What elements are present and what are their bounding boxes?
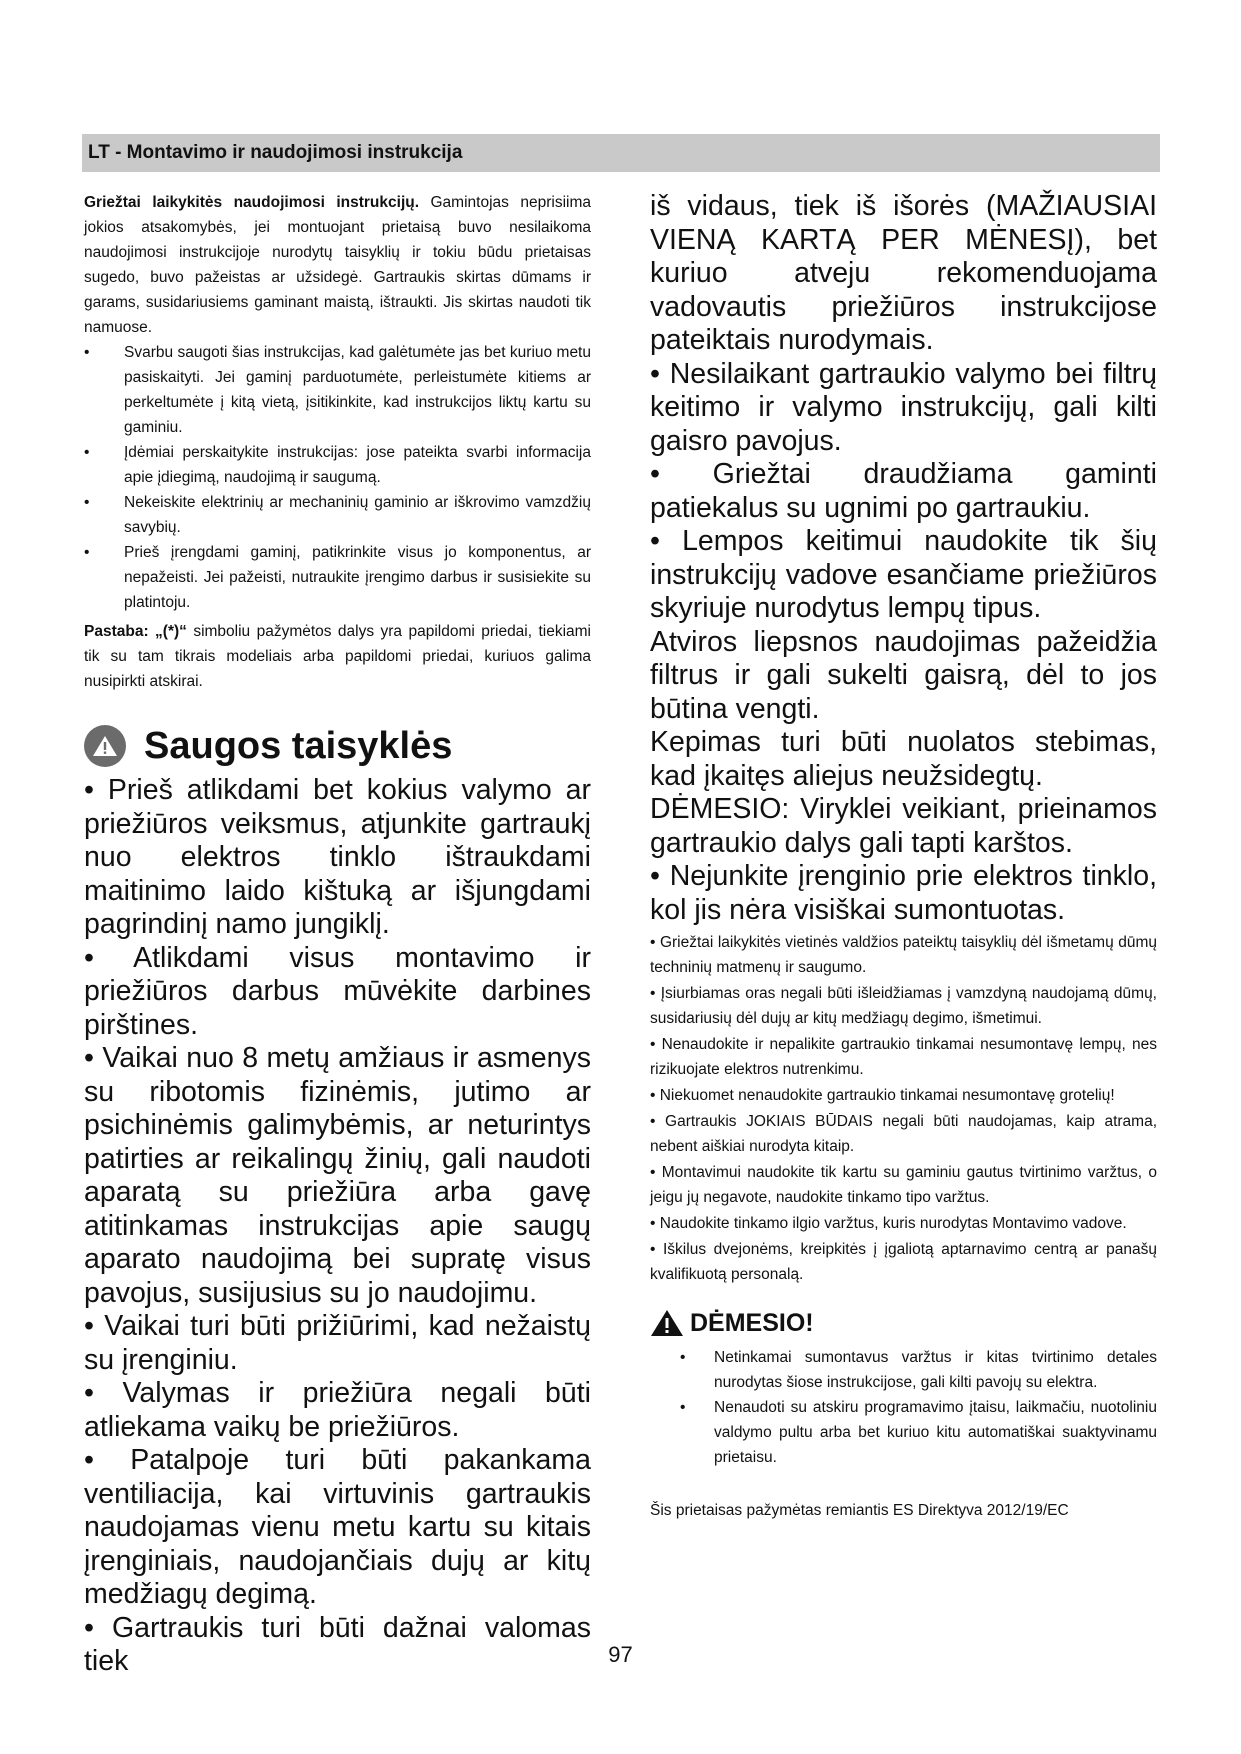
safety-paragraph: • Patalpoje turi būti pakankama ventiliacija, kai virtuvinis gartraukis naudojamas vienu metu kartu su kitais įrenginiais, naudojančiais dujų ar kitų medžiagų degimą. bbox=[84, 1444, 591, 1610]
safety-paragraph: • Griežtai draudžiama gaminti patiekalus su ugnimi po gartraukiu. bbox=[650, 458, 1157, 524]
intro-text: Gamintojas neprisiima jokios atsakomybės, jei montuojant prietaisą buvo nesilaikoma naudojimosi instrukcijoje nurodytų taisyklių ir tokiu būdu prietaisas sugedo, buvo pažeistas ar užsidegė. Gartraukis skirtas dūmams ir garams, susidariusiems gaminant maistą, ištraukti. Jis skirtas naudoti tik namuose. bbox=[84, 194, 591, 336]
safety-paragraph: • Vaikai turi būti prižiūrimi, kad nežaistų su įrenginiu. bbox=[84, 1310, 591, 1376]
safety-small-item: • Naudokite tinkamo ilgio varžtus, kuris nurodytas Montavimo vadove. bbox=[650, 1215, 1127, 1232]
warning-icon bbox=[84, 725, 126, 767]
safety-small-item: • Montavimui naudokite tik kartu su gaminiu gautus tvirtinimo varžtus, o jeigu jų negavote, naudokite tinkamo tipo varžtus. bbox=[650, 1164, 1157, 1206]
directive-text: Šis prietaisas pažymėtas remiantis ES Direktyva 2012/19/EC bbox=[650, 1502, 1069, 1519]
attention-bullet: • Nenaudoti su atskiru programavimo įtaisu, laikmačiu, nuotoliniu valdymo pultu arba bet kuriuo kitu automatiškai suaktyvinamu prietaisu. bbox=[650, 1395, 1157, 1470]
intro-bullet: • Nekeiskite elektrinių ar mechaninių gaminio ar iškrovimo vamzdžių savybių. bbox=[84, 490, 591, 540]
safety-paragraph: • Lempos keitimui naudokite tik šių instrukcijų vadove esančiame priežiūros skyriuje nurodytus lempų tipus. bbox=[650, 525, 1157, 624]
safety-small-item: • Iškilus dvejonėms, kreipkitės į įgaliotą aptarnavimo centrą ar panašų kvalifikuotą personalą. bbox=[650, 1241, 1157, 1283]
safety-paragraph: • Nejunkite įrenginio prie elektros tinklo, kol jis nėra visiškai sumontuotas. bbox=[650, 860, 1157, 926]
attention-title: DĖMESIO! bbox=[690, 1309, 814, 1337]
right-column bbox=[650, 190, 1157, 1523]
attention-heading bbox=[650, 1307, 1157, 1339]
note-paragraph bbox=[84, 619, 591, 694]
note-label: Pastaba: bbox=[84, 623, 149, 640]
safety-small-item: • Įsiurbiamas oras negali būti išleidžiamas į vamzdyną naudojamą dūmų, susidariusių dėl dujų ar kitų medžiagų degimo, išmetimui. bbox=[650, 985, 1157, 1027]
safety-small-item: • Niekuomet nenaudokite gartraukio tinkamai nesumontavę grotelių! bbox=[650, 1087, 1115, 1104]
safety-small-item: • Nenaudokite ir nepalikite gartraukio tinkamai nesumontavę lempų, nes rizikuojate elektros nutrenkimu. bbox=[650, 1036, 1157, 1078]
note-text: simboliu pažymėtos dalys yra papildomi priedai, tiekiami tik su tam tikrais modeliais arba papildomi priedai, kuriuos galima nusipirkti atskirai. bbox=[84, 623, 592, 690]
safety-heading bbox=[84, 722, 591, 770]
intro-bullet: • Svarbu saugoti šias instrukcijas, kad galėtumėte jas bet kuriuo metu pasiskaityti. Jei gaminį parduotumėte, perleistumėte kitiems ar perkeltumėte į kitą vietą, įsitikinkite, kad instrukcijos liktų kartu su gaminiu. bbox=[84, 340, 591, 440]
safety-paragraph: • Vaikai nuo 8 metų amžiaus ir asmenys su ribotomis fizinėmis, jutimo ar psichinėmis galimybėmis, ar neturintys patirties ar reikalingų žinių, gali naudoti aparatą su priežiūra arba gavę atitinkamas instrukcijas apie saugų aparato naudojimą bei supratę visus pavojus, susijusius su jo naudojimu. bbox=[84, 1042, 591, 1309]
safety-small-item: • Gartraukis JOKIAIS BŪDAIS negali būti naudojamas, kaip atrama, nebent aiškiai nurodyta kitaip. bbox=[650, 1113, 1157, 1155]
intro-paragraph bbox=[84, 190, 591, 340]
safety-paragraph: • Valymas ir priežiūra negali būti atliekama vaikų be priežiūros. bbox=[84, 1377, 591, 1443]
attention-bullet-list bbox=[650, 1345, 1157, 1470]
safety-paragraph: Kepimas turi būti nuolatos stebimas, kad įkaitęs aliejus neužsidegtų. bbox=[650, 726, 1157, 792]
safety-paragraph: iš vidaus, tiek iš išorės (MAŽIAUSIAI VIENĄ KARTĄ PER MĖNESĮ), bet kuriuo atveju rekomenduojama vadovautis priežiūros instrukcijose pateiktais nurodymais. bbox=[650, 190, 1157, 356]
page-number: 97 bbox=[608, 1642, 633, 1667]
intro-lead: Griežtai laikykitės naudojimosi instrukcijų. bbox=[84, 194, 420, 211]
safety-small-text bbox=[650, 930, 1157, 1287]
warning-triangle-icon bbox=[650, 1309, 684, 1337]
safety-paragraph: • Prieš atlikdami bet kokius valymo ar priežiūros veiksmus, atjunkite gartraukį nuo elektros tinklo ištraukdami maitinimo laido kištuką ar išjungdami pagrindinį namo jungiklį. bbox=[84, 774, 591, 940]
attention-bullet: • Netinkamai sumontavus varžtus ir kitas tvirtinimo detales nurodytas šiose instrukcijose, gali kilti pavojų su elektra. bbox=[650, 1345, 1157, 1395]
note-symbol: „(*)“ bbox=[155, 623, 187, 640]
safety-paragraph: • Gartraukis turi būti dažnai valomas tiek bbox=[84, 1611, 591, 1677]
safety-paragraph: • Atlikdami visus montavimo ir priežiūros darbus mūvėkite darbines pirštines. bbox=[84, 941, 591, 1041]
safety-left-text bbox=[84, 774, 591, 1679]
safety-paragraph: Atviros liepsnos naudojimas pažeidžia filtrus ir gali sukelti gaisrą, dėl to jos būtina vengti. bbox=[650, 625, 1157, 725]
intro-bullet-list bbox=[84, 340, 591, 615]
section-header bbox=[82, 134, 1160, 172]
section-header-title: LT - Montavimo ir naudojimosi instrukcija bbox=[88, 142, 463, 163]
safety-title: Saugos taisyklės bbox=[144, 725, 453, 767]
safety-paragraph: DĖMESIO: Viryklei veikiant, prieinamos gartraukio dalys gali tapti karštos. bbox=[650, 793, 1157, 859]
safety-paragraph: • Nesilaikant gartraukio valymo bei filtrų keitimo ir valymo instrukcijų, gali kilti gaisro pavojus. bbox=[650, 357, 1157, 457]
intro-bullet: • Įdėmiai perskaitykite instrukcijas: jose pateikta svarbi informacija apie įdiegimą, naudojimą ir saugumą. bbox=[84, 440, 591, 490]
intro-bullet: • Prieš įrengdami gaminį, patikrinkite visus jo komponentus, ar nepažeisti. Jei pažeisti, nutraukite įrengimo darbus ir susisiekite su platintoju. bbox=[84, 540, 591, 615]
safety-small-item: • Griežtai laikykitės vietinės valdžios pateiktų taisyklių dėl išmetamų dūmų techninių matmenų ir saugumo. bbox=[650, 934, 1157, 976]
safety-right-text bbox=[650, 190, 1157, 927]
left-column bbox=[84, 190, 591, 1679]
